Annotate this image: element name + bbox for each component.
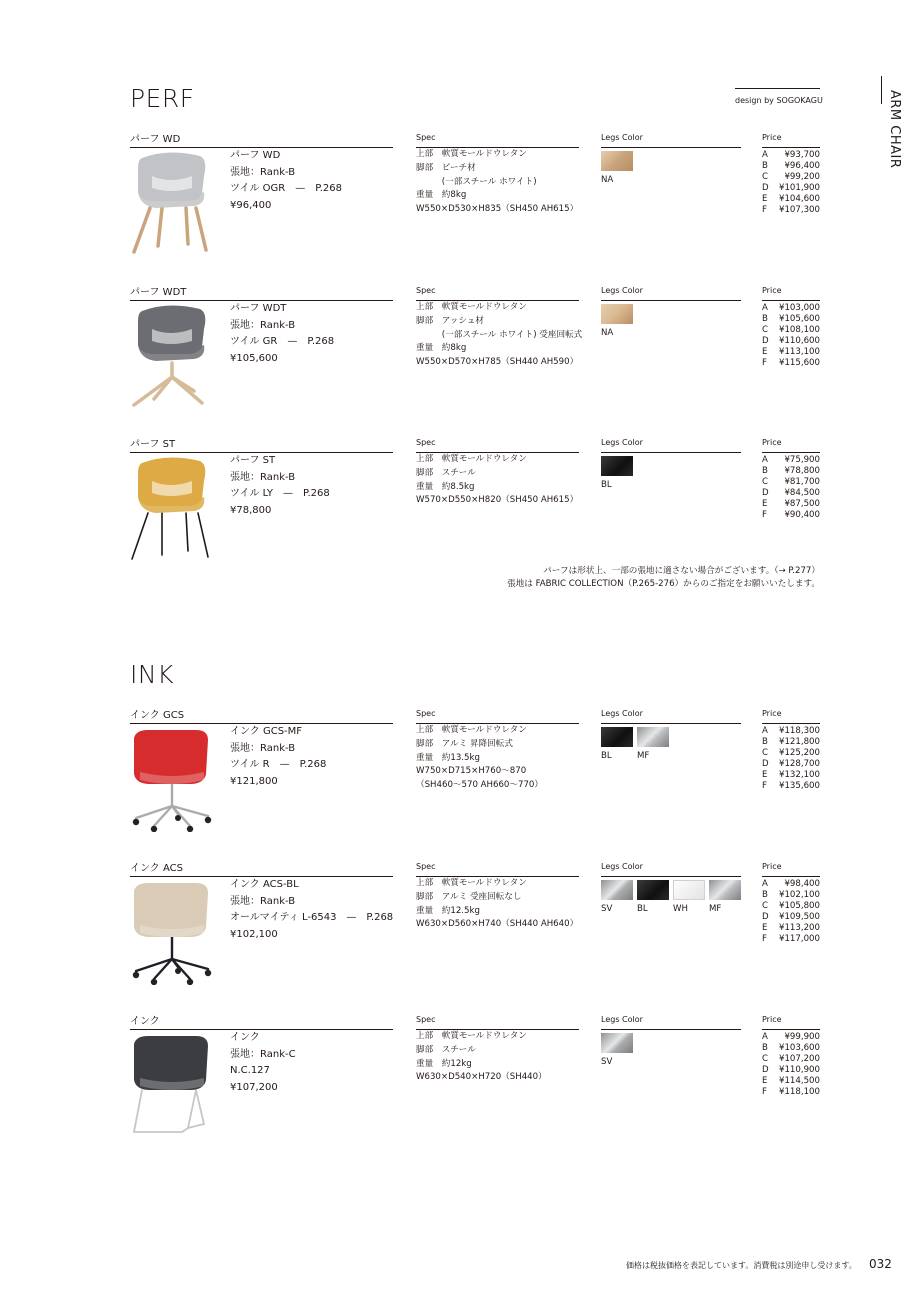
price-row <box>762 1065 820 1076</box>
spec-line: 上部 軟質モールドウレタン <box>416 725 527 735</box>
price-row <box>762 1043 820 1054</box>
product-name: インク ACS <box>130 863 183 874</box>
detail-line: 張地：Rank-B <box>230 895 296 907</box>
spec-list <box>416 301 582 370</box>
spec-list <box>416 453 578 508</box>
price-list <box>762 455 820 521</box>
product-detail <box>230 1030 296 1096</box>
price-value: ¥93,700 <box>784 150 820 160</box>
price-grade: A <box>762 455 768 465</box>
price-grade: F <box>762 1087 767 1097</box>
leg-swatch <box>709 880 741 900</box>
legs-swatches <box>601 1033 751 1073</box>
price-value: ¥90,400 <box>784 510 820 520</box>
price-value: ¥105,600 <box>778 314 820 324</box>
detail-line: ツイル GR — P.268 <box>230 336 335 347</box>
legs-swatches <box>601 456 751 496</box>
price-grade: D <box>762 912 769 922</box>
price-row <box>762 781 820 792</box>
spec-line: 上部 軟質モールドウレタン <box>416 149 527 159</box>
detail-line: ¥121,800 <box>230 775 278 787</box>
price-grade: D <box>762 183 769 193</box>
price-header: Price <box>762 862 782 871</box>
detail-line: 張地：Rank-C <box>230 1048 296 1060</box>
price-list <box>762 150 820 216</box>
price-row <box>762 499 820 510</box>
product-name: パーフ WDT <box>130 287 187 298</box>
chair-image <box>128 722 214 832</box>
price-grade: E <box>762 194 768 204</box>
detail-line: パーフ WD <box>230 150 281 161</box>
price-grade: E <box>762 499 768 509</box>
price-list <box>762 1032 820 1098</box>
product-ink-acs <box>0 859 915 999</box>
price-header: Price <box>762 1015 782 1024</box>
price-rule <box>762 1029 820 1030</box>
price-row <box>762 172 820 183</box>
price-value: ¥115,600 <box>778 358 820 368</box>
price-value: ¥113,200 <box>778 923 820 933</box>
price-value: ¥105,800 <box>778 901 820 911</box>
leg-swatch-label: BL <box>601 751 612 761</box>
price-grade: F <box>762 781 767 791</box>
spec-line: 重量 約8kg <box>416 343 467 354</box>
price-row <box>762 477 820 488</box>
spec-line: W630×D540×H720（SH440） <box>416 1072 547 1083</box>
price-value: ¥103,600 <box>778 1043 820 1053</box>
leg-swatch-label: BL <box>637 904 648 914</box>
detail-line: 張地：Rank-B <box>230 166 296 178</box>
spec-line: 上部 軟質モールドウレタン <box>416 454 527 464</box>
leg-swatch <box>601 727 633 747</box>
legs-rule <box>601 300 741 301</box>
leg-swatch-label: WH <box>673 904 688 914</box>
spec-line: 重量 約12.5kg <box>416 905 480 916</box>
price-value: ¥121,800 <box>778 737 820 747</box>
spec-line: 重量 約8kg <box>416 190 467 201</box>
price-grade: F <box>762 510 767 520</box>
price-row <box>762 347 820 358</box>
price-value: ¥87,500 <box>784 499 820 509</box>
page-number: 032 <box>869 1257 892 1271</box>
legs-color-header: Legs Color <box>601 1015 643 1024</box>
leg-swatch-label: NA <box>601 175 614 185</box>
legs-color-header: Legs Color <box>601 709 643 718</box>
detail-line: ¥102,100 <box>230 928 278 940</box>
spec-header: Spec <box>416 862 436 871</box>
product-name: パーフ WD <box>130 134 181 145</box>
price-value: ¥96,400 <box>784 161 820 171</box>
chair-image <box>128 875 214 985</box>
price-value: ¥128,700 <box>778 759 820 769</box>
price-grade: D <box>762 488 769 498</box>
leg-swatch-label: SV <box>601 1057 613 1067</box>
price-value: ¥81,700 <box>784 477 820 487</box>
spec-line: 脚部 アルミ 昇降回転式 <box>416 738 513 749</box>
product-detail <box>230 148 342 214</box>
price-grade: B <box>762 1043 768 1053</box>
leg-swatch <box>673 880 705 900</box>
price-row <box>762 303 820 314</box>
product-perf-st <box>0 435 915 575</box>
detail-line: パーフ WDT <box>230 303 287 314</box>
legs-color-header: Legs Color <box>601 286 643 295</box>
price-value: ¥107,300 <box>778 205 820 215</box>
spec-line: 上部 軟質モールドウレタン <box>416 302 527 312</box>
leg-swatch <box>637 727 669 747</box>
detail-line: ¥107,200 <box>230 1081 278 1093</box>
price-header: Price <box>762 286 782 295</box>
price-list <box>762 726 820 792</box>
price-rule <box>762 300 820 301</box>
price-grade: B <box>762 890 768 900</box>
price-grade: A <box>762 303 768 313</box>
price-grade: C <box>762 325 769 335</box>
leg-swatch-label: BL <box>601 480 612 490</box>
leg-swatch <box>601 1033 633 1053</box>
product-detail <box>230 301 334 367</box>
product-detail <box>230 724 326 790</box>
price-value: ¥125,200 <box>778 748 820 758</box>
price-grade: D <box>762 1065 769 1075</box>
price-grade: C <box>762 748 769 758</box>
spec-line: (一部スチール ホワイト) <box>416 176 537 187</box>
spec-list <box>416 877 578 932</box>
spec-list <box>416 724 543 793</box>
product-detail <box>230 877 393 943</box>
spec-line: 脚部 ビーチ材 <box>416 162 476 173</box>
chair-image <box>128 451 214 561</box>
price-grade: D <box>762 336 769 346</box>
price-row <box>762 1054 820 1065</box>
price-row <box>762 194 820 205</box>
price-row <box>762 901 820 912</box>
spec-line: W570×D550×H820（SH450 AH615） <box>416 495 579 506</box>
price-row <box>762 879 820 890</box>
legs-rule <box>601 452 741 453</box>
leg-swatch <box>601 304 633 324</box>
product-ink-gcs <box>0 706 915 846</box>
product-perf-wdt <box>0 283 915 423</box>
price-row <box>762 770 820 781</box>
detail-line: N.C.127 <box>230 1065 270 1076</box>
spec-line: W550×D570×H785（SH440 AH590） <box>416 357 579 368</box>
detail-line: オールマイティ L-6543 — P.268 <box>230 912 394 923</box>
price-rule <box>762 147 820 148</box>
detail-line: インク GCS-MF <box>230 726 303 737</box>
category-tab: ARM CHAIR <box>887 90 902 169</box>
price-row <box>762 336 820 347</box>
legs-swatches <box>601 880 751 920</box>
spec-line: 重量 約12kg <box>416 1058 472 1069</box>
leg-swatch <box>601 880 633 900</box>
price-value: ¥78,800 <box>784 466 820 476</box>
spec-line: W630×D560×H740（SH440 AH640） <box>416 919 579 930</box>
price-grade: E <box>762 923 768 933</box>
price-grade: B <box>762 314 768 324</box>
detail-line: ¥96,400 <box>230 199 272 211</box>
price-value: ¥99,200 <box>784 172 820 182</box>
price-value: ¥135,600 <box>778 781 820 791</box>
price-value: ¥104,600 <box>778 194 820 204</box>
price-row <box>762 488 820 499</box>
spec-header: Spec <box>416 709 436 718</box>
detail-line: ¥78,800 <box>230 504 272 516</box>
perf-note-1: パーフは形状上、一部の張地に適さない場合がございます。（→ P.277） <box>543 566 820 576</box>
spec-header: Spec <box>416 133 436 142</box>
price-grade: A <box>762 150 768 160</box>
price-row <box>762 748 820 759</box>
price-row <box>762 890 820 901</box>
spec-line: (一部スチール ホワイト) 受座回転式 <box>416 329 583 340</box>
price-value: ¥109,500 <box>778 912 820 922</box>
leg-swatch <box>601 456 633 476</box>
price-row <box>762 1032 820 1043</box>
price-value: ¥132,100 <box>778 770 820 780</box>
spec-line: 脚部 アッシュ材 <box>416 315 484 326</box>
price-row <box>762 510 820 521</box>
price-value: ¥110,900 <box>778 1065 820 1075</box>
detail-line: 張地：Rank-B <box>230 319 296 331</box>
leg-swatch-label: NA <box>601 328 614 338</box>
chair-image <box>128 299 214 409</box>
spec-header: Spec <box>416 1015 436 1024</box>
price-grade: F <box>762 358 767 368</box>
price-value: ¥98,400 <box>784 879 820 889</box>
price-value: ¥113,100 <box>778 347 820 357</box>
price-grade: E <box>762 1076 768 1086</box>
product-detail <box>230 453 330 519</box>
price-header: Price <box>762 438 782 447</box>
price-value: ¥103,000 <box>778 303 820 313</box>
price-grade: E <box>762 770 768 780</box>
product-ink <box>0 1012 915 1152</box>
price-row <box>762 161 820 172</box>
price-grade: A <box>762 726 768 736</box>
spec-header: Spec <box>416 286 436 295</box>
spec-line: W550×D530×H835（SH450 AH615） <box>416 204 579 215</box>
price-row <box>762 1087 820 1098</box>
leg-swatch-label: MF <box>637 751 650 761</box>
price-value: ¥110,600 <box>778 336 820 346</box>
detail-line: ¥105,600 <box>230 352 278 364</box>
legs-swatches <box>601 151 751 191</box>
spec-header: Spec <box>416 438 436 447</box>
price-grade: F <box>762 205 767 215</box>
leg-swatch-label: MF <box>709 904 722 914</box>
price-row <box>762 358 820 369</box>
price-grade: B <box>762 737 768 747</box>
legs-rule <box>601 147 741 148</box>
price-header: Price <box>762 709 782 718</box>
spec-line: 上部 軟質モールドウレタン <box>416 1031 527 1041</box>
spec-list <box>416 1030 547 1085</box>
legs-rule <box>601 723 741 724</box>
price-row <box>762 466 820 477</box>
price-grade: C <box>762 477 769 487</box>
chair-image <box>128 1028 214 1138</box>
spec-line: 重量 約13.5kg <box>416 752 480 763</box>
price-grade: B <box>762 466 768 476</box>
design-rule <box>735 88 820 89</box>
price-grade: A <box>762 879 768 889</box>
design-credit: design by SOGOKAGU <box>735 96 823 105</box>
spec-line: 脚部 スチール <box>416 1044 476 1055</box>
spec-line: 上部 軟質モールドウレタン <box>416 878 527 888</box>
leg-swatch-label: SV <box>601 904 613 914</box>
price-value: ¥107,200 <box>778 1054 820 1064</box>
product-name: インク <box>130 1016 160 1027</box>
legs-color-header: Legs Color <box>601 862 643 871</box>
detail-line: ツイル OGR — P.268 <box>230 183 342 194</box>
price-grade: D <box>762 759 769 769</box>
spec-line: 脚部 アルミ 受座回転なし <box>416 891 522 902</box>
perf-note-2: 張地は FABRIC COLLECTION（P.265-276）からのご指定をお願いいたします。 <box>507 579 820 589</box>
legs-swatches <box>601 727 751 767</box>
price-row <box>762 923 820 934</box>
price-grade: B <box>762 161 768 171</box>
legs-rule <box>601 876 741 877</box>
price-rule <box>762 876 820 877</box>
price-row <box>762 183 820 194</box>
price-row <box>762 325 820 336</box>
price-row <box>762 314 820 325</box>
price-row <box>762 934 820 945</box>
price-row <box>762 737 820 748</box>
spec-list <box>416 148 578 217</box>
chair-image <box>128 146 214 256</box>
price-row <box>762 759 820 770</box>
price-row <box>762 1076 820 1087</box>
leg-swatch <box>637 880 669 900</box>
detail-line: インク <box>230 1032 260 1043</box>
leg-swatch <box>601 151 633 171</box>
detail-line: 張地：Rank-B <box>230 471 296 483</box>
price-value: ¥75,900 <box>784 455 820 465</box>
price-grade: F <box>762 934 767 944</box>
price-rule <box>762 452 820 453</box>
price-grade: E <box>762 347 768 357</box>
price-value: ¥118,300 <box>778 726 820 736</box>
price-row <box>762 455 820 466</box>
spec-line: 重量 約8.5kg <box>416 481 475 492</box>
legs-color-header: Legs Color <box>601 133 643 142</box>
price-value: ¥102,100 <box>778 890 820 900</box>
price-rule <box>762 723 820 724</box>
price-grade: A <box>762 1032 768 1042</box>
spec-line: W750×D715×H760〜870 <box>416 766 527 777</box>
perf-title: PERF <box>130 84 195 113</box>
detail-line: パーフ ST <box>230 455 276 466</box>
price-value: ¥101,900 <box>778 183 820 193</box>
detail-line: 張地：Rank-B <box>230 742 296 754</box>
spec-line: （SH460〜570 AH660〜770） <box>416 780 543 791</box>
detail-line: ツイル LY — P.268 <box>230 488 330 499</box>
ink-title: INK <box>130 660 174 689</box>
price-value: ¥84,500 <box>784 488 820 498</box>
category-tab-rule <box>881 76 882 104</box>
price-value: ¥118,100 <box>778 1087 820 1097</box>
price-value: ¥114,500 <box>778 1076 820 1086</box>
price-value: ¥117,000 <box>778 934 820 944</box>
detail-line: ツイル R — P.268 <box>230 759 327 770</box>
detail-line: インク ACS-BL <box>230 879 299 890</box>
price-grade: C <box>762 901 769 911</box>
legs-rule <box>601 1029 741 1030</box>
price-row <box>762 912 820 923</box>
product-name: インク GCS <box>130 710 185 721</box>
price-row <box>762 205 820 216</box>
price-value: ¥99,900 <box>784 1032 820 1042</box>
price-list <box>762 303 820 369</box>
product-name: パーフ ST <box>130 439 176 450</box>
price-value: ¥108,100 <box>778 325 820 335</box>
product-perf-wd <box>0 130 915 270</box>
legs-color-header: Legs Color <box>601 438 643 447</box>
price-list <box>762 879 820 945</box>
legs-swatches <box>601 304 751 344</box>
price-row <box>762 150 820 161</box>
price-row <box>762 726 820 737</box>
tax-note: 価格は税抜価格を表記しています。消費税は別途申し受けます。 <box>626 1261 857 1270</box>
price-header: Price <box>762 133 782 142</box>
price-grade: C <box>762 1054 769 1064</box>
spec-line: 脚部 スチール <box>416 467 476 478</box>
price-grade: C <box>762 172 769 182</box>
